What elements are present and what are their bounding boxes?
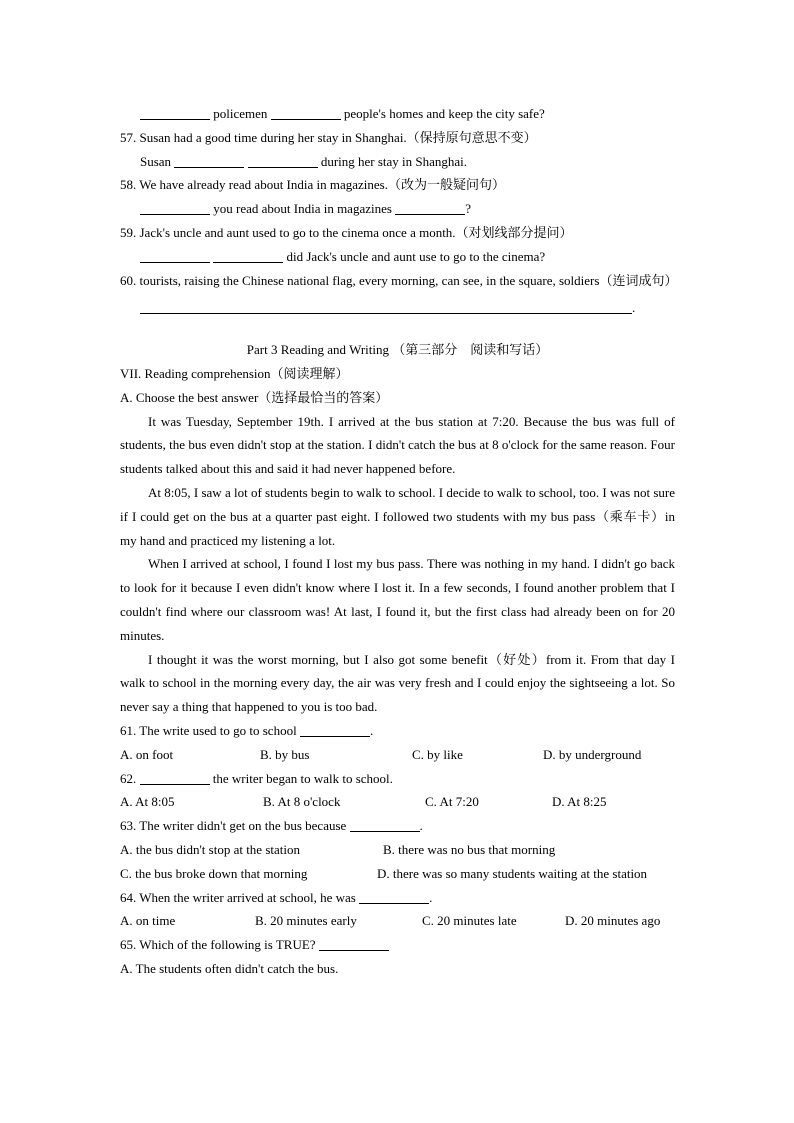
q58-question: 58. We have already read about India in magazines.（改为一般疑问句）: [120, 177, 505, 193]
option-a[interactable]: A. on foot: [120, 746, 174, 762]
q63-options-row2: [120, 862, 675, 886]
q63-end: .: [419, 818, 423, 834]
q62-options: [120, 790, 675, 814]
q63-stem-text: 63. The writer didn't get on the bus because: [120, 818, 347, 834]
q56-text: policemen: [213, 106, 268, 121]
q64-end: .: [429, 889, 433, 905]
q64-options: [120, 909, 675, 933]
passage-paragraph: I thought it was the worst morning, but I also got some benefit（好处）from it. From that day I walk to school in the morning every day, the air was very fresh and I could enjoy the sightseeing a lot. So never say a thing that happened to you is too bad.: [120, 651, 675, 715]
q63-stem: [120, 814, 675, 838]
exam-page: [120, 102, 678, 981]
option-a[interactable]: A. on time: [120, 913, 176, 929]
answer-blank[interactable]: [300, 722, 370, 737]
answer-blank[interactable]: [395, 200, 465, 215]
q62-stem: [120, 767, 675, 791]
q58-mid: you read about India in magazines: [213, 201, 392, 217]
q59-question: 59. Jack's uncle and aunt used to go to the cinema once a month.（对划线部分提问）: [120, 224, 573, 240]
q64-stem: [120, 886, 675, 910]
answer-blank[interactable]: [174, 153, 244, 168]
option-b[interactable]: B. At 8 o'clock: [263, 794, 341, 810]
q61-options: [120, 743, 675, 767]
option-d[interactable]: D. 20 minutes ago: [565, 913, 661, 929]
q65-stem-text: 65. Which of the following is TRUE?: [120, 937, 316, 953]
q56-text: people's homes and keep the city safe?: [343, 106, 545, 121]
q57-prefix: Susan: [140, 153, 172, 169]
answer-blank[interactable]: [248, 153, 318, 168]
option-c[interactable]: C. 20 minutes late: [422, 913, 517, 929]
q56-answer-line: [120, 102, 675, 126]
option-d[interactable]: D. there was so many students waiting at the station: [377, 865, 648, 881]
option-c[interactable]: C. by like: [412, 746, 463, 762]
q61-stem: [120, 719, 675, 743]
answer-blank[interactable]: [271, 105, 341, 120]
q59-suffix: did Jack's uncle and aunt use to go to the cinema?: [286, 248, 546, 264]
option-c[interactable]: C. the bus broke down that morning: [120, 865, 308, 881]
answer-blank[interactable]: [359, 889, 429, 904]
q59-answer-line: [120, 245, 675, 269]
option-d[interactable]: D. by underground: [543, 746, 642, 762]
q57-question: 57. Susan had a good time during her stay in Shanghai.（保持原句意思不变）: [120, 129, 537, 145]
section-title: VII. Reading comprehension（阅读理解）: [120, 365, 349, 381]
q63-options-row1: [120, 838, 675, 862]
option-b[interactable]: B. 20 minutes early: [255, 913, 357, 929]
answer-long-blank[interactable]: [140, 299, 632, 314]
passage-paragraph: At 8:05, I saw a lot of students begin to walk to school. I decide to walk to school, too. I was not sure if I could get on the bus at a quarter past eight. I followed two students with my bus pass（乘车卡）in my hand and practiced my listening a lot.: [120, 484, 675, 548]
q61-end: .: [369, 722, 374, 738]
option-c[interactable]: C. At 7:20: [425, 794, 479, 810]
option-b[interactable]: B. by bus: [260, 746, 310, 762]
answer-blank[interactable]: [140, 200, 210, 215]
q57-suffix: during her stay in Shanghai.: [320, 153, 468, 169]
q62-prefix: 62.: [120, 770, 137, 786]
answer-blank[interactable]: [213, 248, 283, 263]
answer-blank[interactable]: [350, 817, 420, 832]
q58-end: ?: [465, 201, 471, 217]
q62-stem-text: the writer began to walk to school.: [212, 770, 393, 786]
option-d[interactable]: D. At 8:25: [552, 794, 607, 810]
answer-blank[interactable]: [319, 936, 389, 951]
option-b[interactable]: B. there was no bus that morning: [383, 841, 556, 857]
q60-answer-line: [120, 296, 675, 320]
q65-option-a[interactable]: A. The students often didn't catch the bus.: [120, 960, 339, 976]
answer-blank[interactable]: [140, 248, 210, 263]
section-a-title: A. Choose the best answer（选择最恰当的答案）: [120, 389, 389, 405]
part3-title: Part 3 Reading and Writing （第三部分 阅读和写话）: [246, 342, 549, 358]
option-a[interactable]: A. the bus didn't stop at the station: [120, 841, 300, 857]
option-a[interactable]: A. At 8:05: [120, 794, 175, 810]
passage-paragraph: When I arrived at school, I found I lost my bus pass. There was nothing in my hand. I didn't go back to look for it because I even didn't know where I lost it. In a few seconds, I found another problem that I couldn't find where our classroom was! At last, I found it, but the first class had already been on for 20 minutes.: [120, 556, 675, 643]
q58-answer-line: [120, 197, 675, 221]
q60-end: .: [632, 300, 636, 316]
answer-blank[interactable]: [140, 105, 210, 120]
q60-question: 60. tourists, raising the Chinese national flag, every morning, can see, in the square, soldiers（连词成句）: [120, 272, 678, 288]
passage-paragraph: It was Tuesday, September 19th. I arrived at the bus station at 7:20. Because the bus was full of students, the bus even didn't stop at the station. I didn't catch the bus at 8 o'clock for the same reason. Four students talked about this and said it had never happened before.: [120, 413, 675, 477]
q61-stem-text: 61. The write used to go to school: [120, 722, 297, 738]
q64-stem-text: 64. When the writer arrived at school, he was: [120, 889, 356, 905]
q65-stem: [120, 933, 675, 957]
answer-blank[interactable]: [140, 770, 210, 785]
q57-answer-line: [120, 150, 675, 174]
